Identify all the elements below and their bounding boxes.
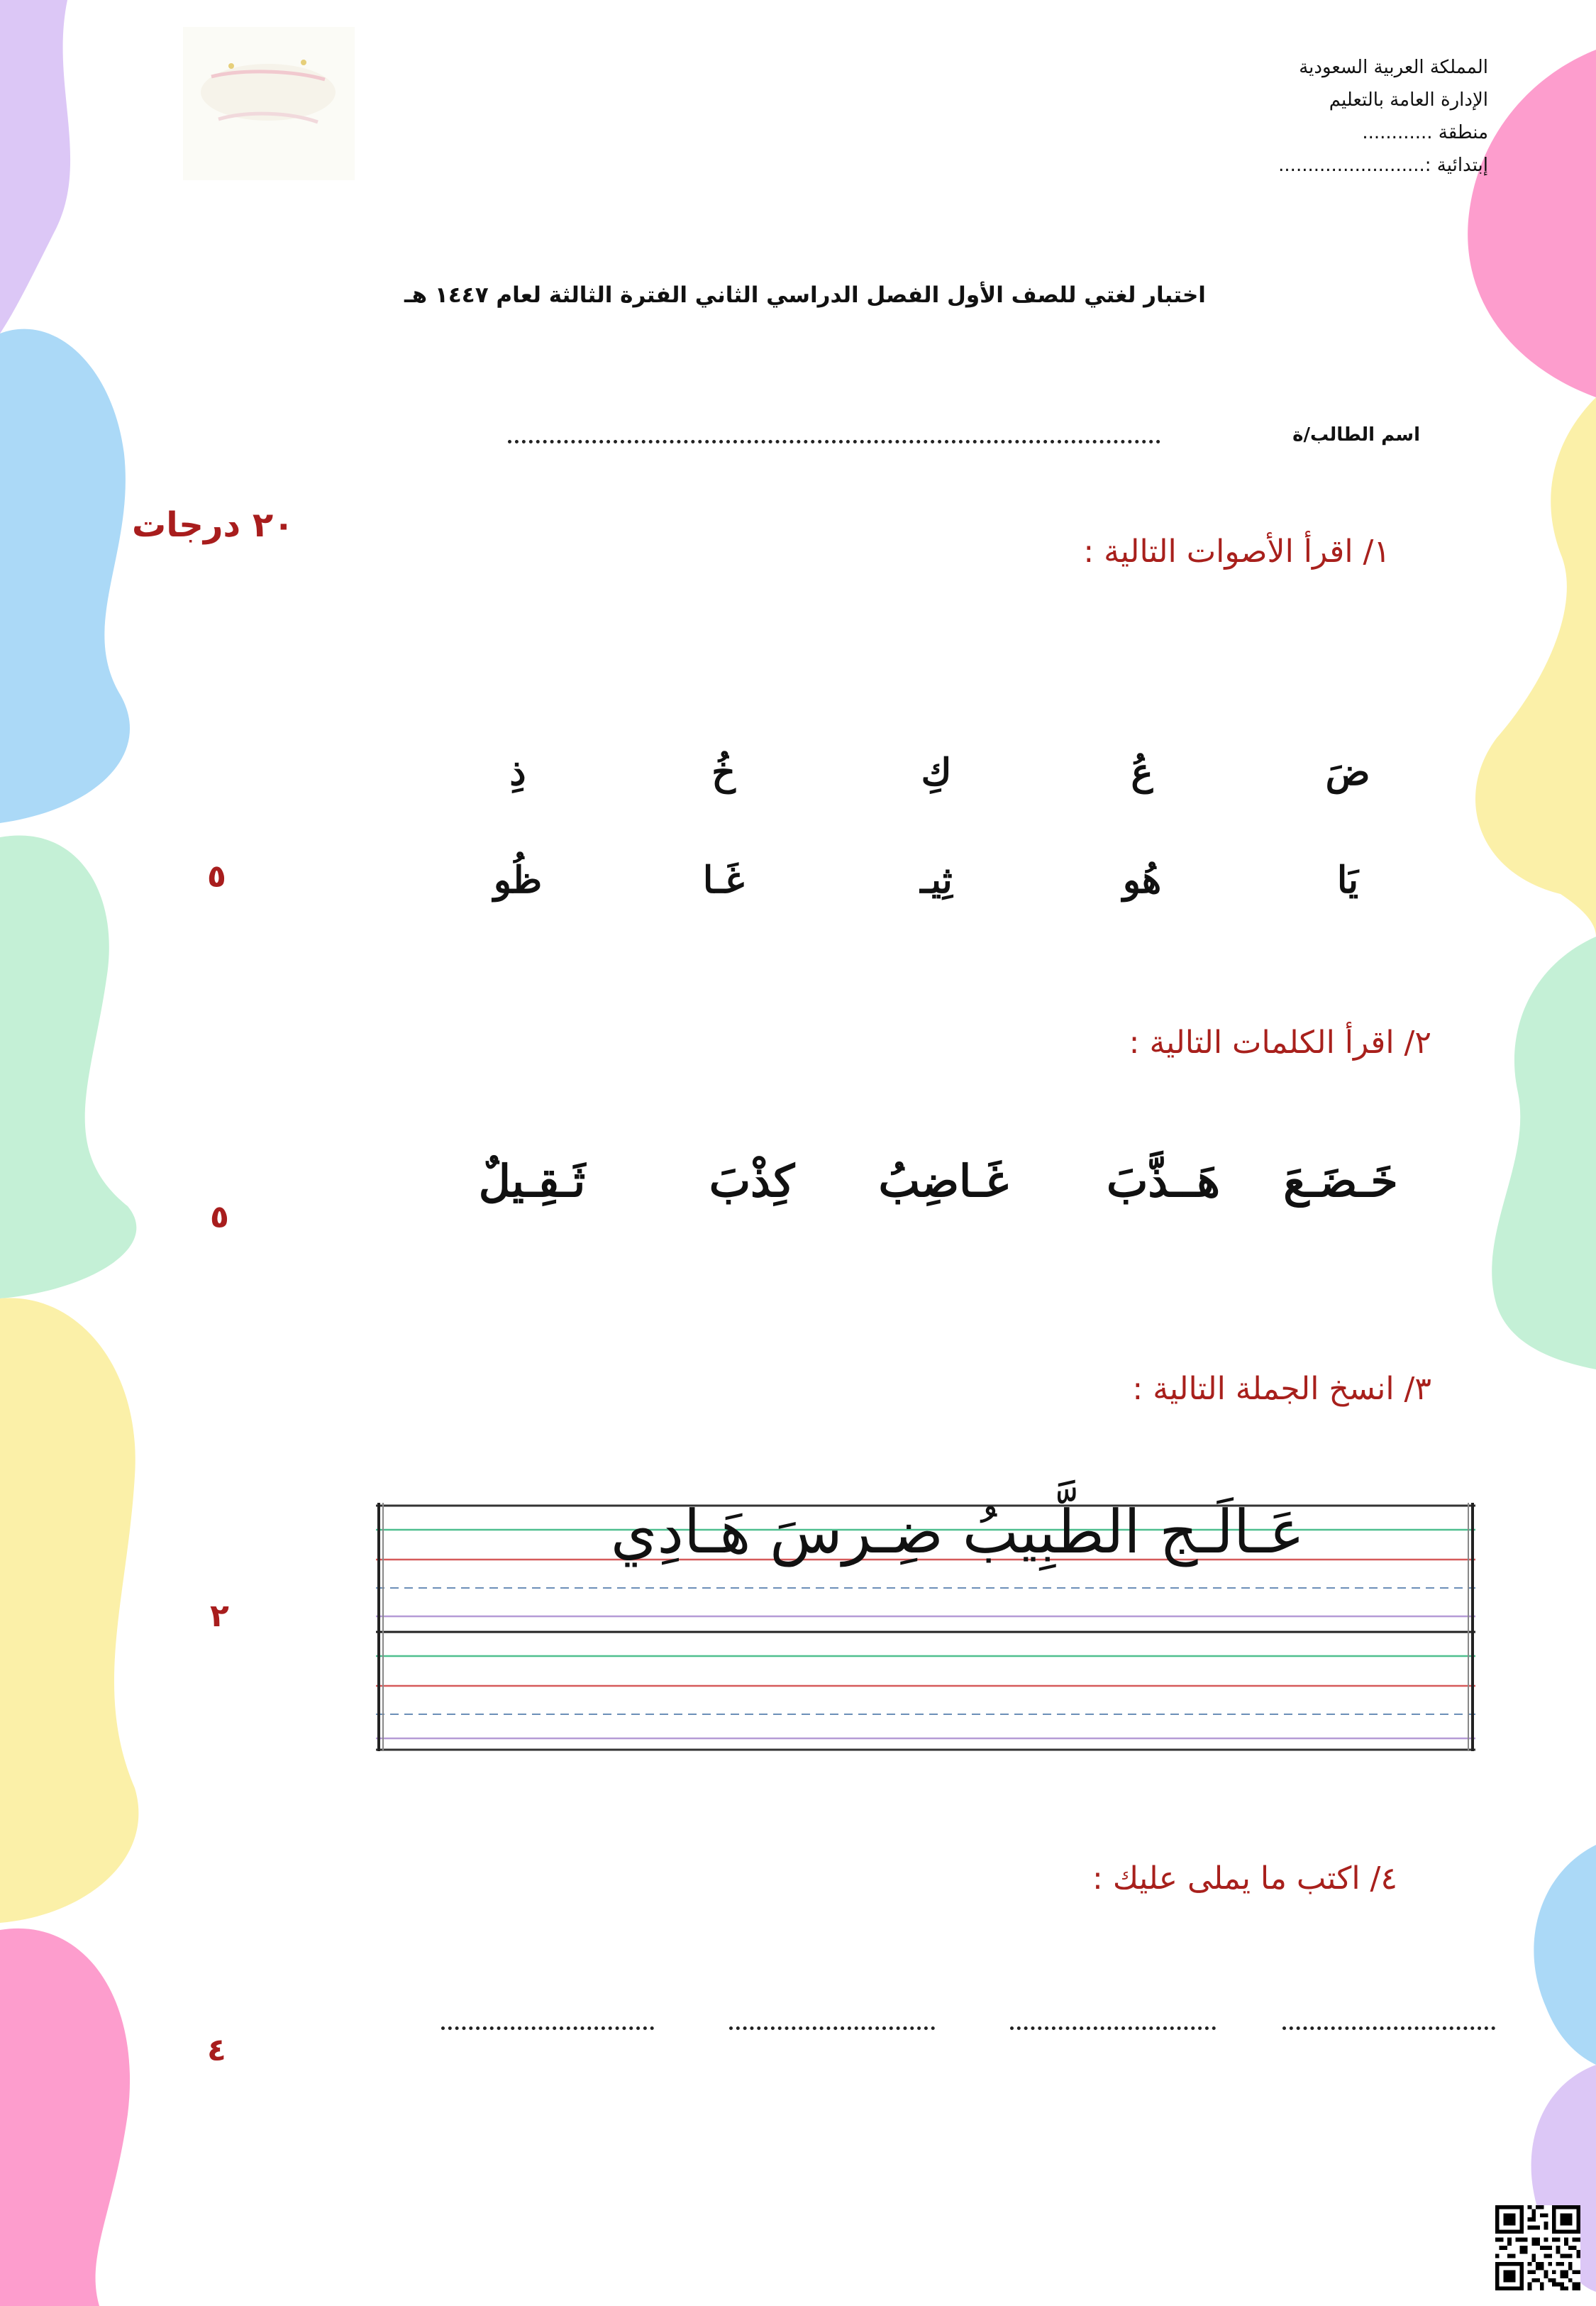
blob-blue-right: [1534, 1845, 1596, 2065]
student-name-field[interactable]: [508, 423, 1160, 443]
blob-yellow-right: [1475, 397, 1596, 937]
blob-yellow-left: [0, 1298, 138, 1923]
exam-title: اختبار لغتي للصف الأول الفصل الدراسي الثاني الفترة الثالثة لعام ١٤٤٧ هـ: [404, 282, 1206, 308]
header-block: [1190, 51, 1488, 182]
q2-score: ٥: [210, 1199, 229, 1235]
q3-model-sentence: عَـالَـج الطَّبِيبُ ضِـرسَ هَـادِي: [610, 1497, 1305, 1567]
q3-heading: ٣/ انسخ الجملة التالية :: [1132, 1371, 1431, 1407]
dictation-blank[interactable]: [1282, 2012, 1495, 2030]
q1-syllable: ثِيـ: [920, 859, 953, 902]
student-name-label: اسم الطالب/ة: [1292, 424, 1420, 446]
header-school: إبتدائية :.........................: [1278, 155, 1488, 176]
blob-green-left: [0, 835, 136, 1298]
qr-code-icon: [1495, 2205, 1580, 2290]
q1-syllable: غَـا: [702, 859, 745, 902]
logo-icon: [183, 27, 355, 180]
q1-syllable: هُو: [1122, 859, 1162, 902]
q4-heading: ٤/ اكتب ما يملى عليك :: [1092, 1860, 1397, 1897]
blob-purple-left: [0, 0, 70, 333]
header-region: منطقة ............: [1362, 122, 1488, 143]
dictation-blank[interactable]: [1010, 2012, 1216, 2030]
q2-word: خَـضَـعَ: [1283, 1155, 1398, 1207]
q1-syllable: ظُو: [493, 859, 543, 902]
blob-pink-left: [0, 1929, 130, 2306]
q2-heading: ٢/ اقرأ الكلمات التالية :: [1129, 1025, 1431, 1061]
q2-word: هَــذَّبَ: [1107, 1155, 1220, 1207]
q1-score: ٥: [207, 859, 226, 895]
header-country: المملكة العربية السعودية: [1299, 57, 1488, 78]
q2-word: غَـاضِبُ: [878, 1155, 1009, 1207]
q4-score: ٤: [207, 2032, 226, 2068]
logo-image: [183, 27, 355, 180]
q2-word: ثَـقِـيلٌ: [478, 1155, 586, 1207]
q1-letter: ذِ: [509, 751, 526, 794]
blob-blue-left: [0, 329, 130, 823]
q2-word: كِذْبَ: [709, 1155, 795, 1207]
total-grade: ٢٠ درجات: [132, 505, 294, 545]
q1-letter: ضَ: [1325, 751, 1370, 794]
q1-letter: خُ: [711, 751, 736, 794]
q1-heading: ١/ اقرأ الأصوات التالية :: [1083, 534, 1390, 570]
blob-green-right: [1492, 937, 1596, 1369]
dictation-blank[interactable]: [729, 2012, 935, 2030]
header-administration: الإدارة العامة بالتعليم: [1329, 89, 1488, 111]
dictation-blank[interactable]: [441, 2012, 654, 2030]
q1-letter: كِ: [921, 751, 952, 794]
q1-letter: عُ: [1131, 751, 1153, 794]
q1-syllable: يَا: [1336, 859, 1359, 902]
q3-score: ٢: [210, 1598, 229, 1634]
